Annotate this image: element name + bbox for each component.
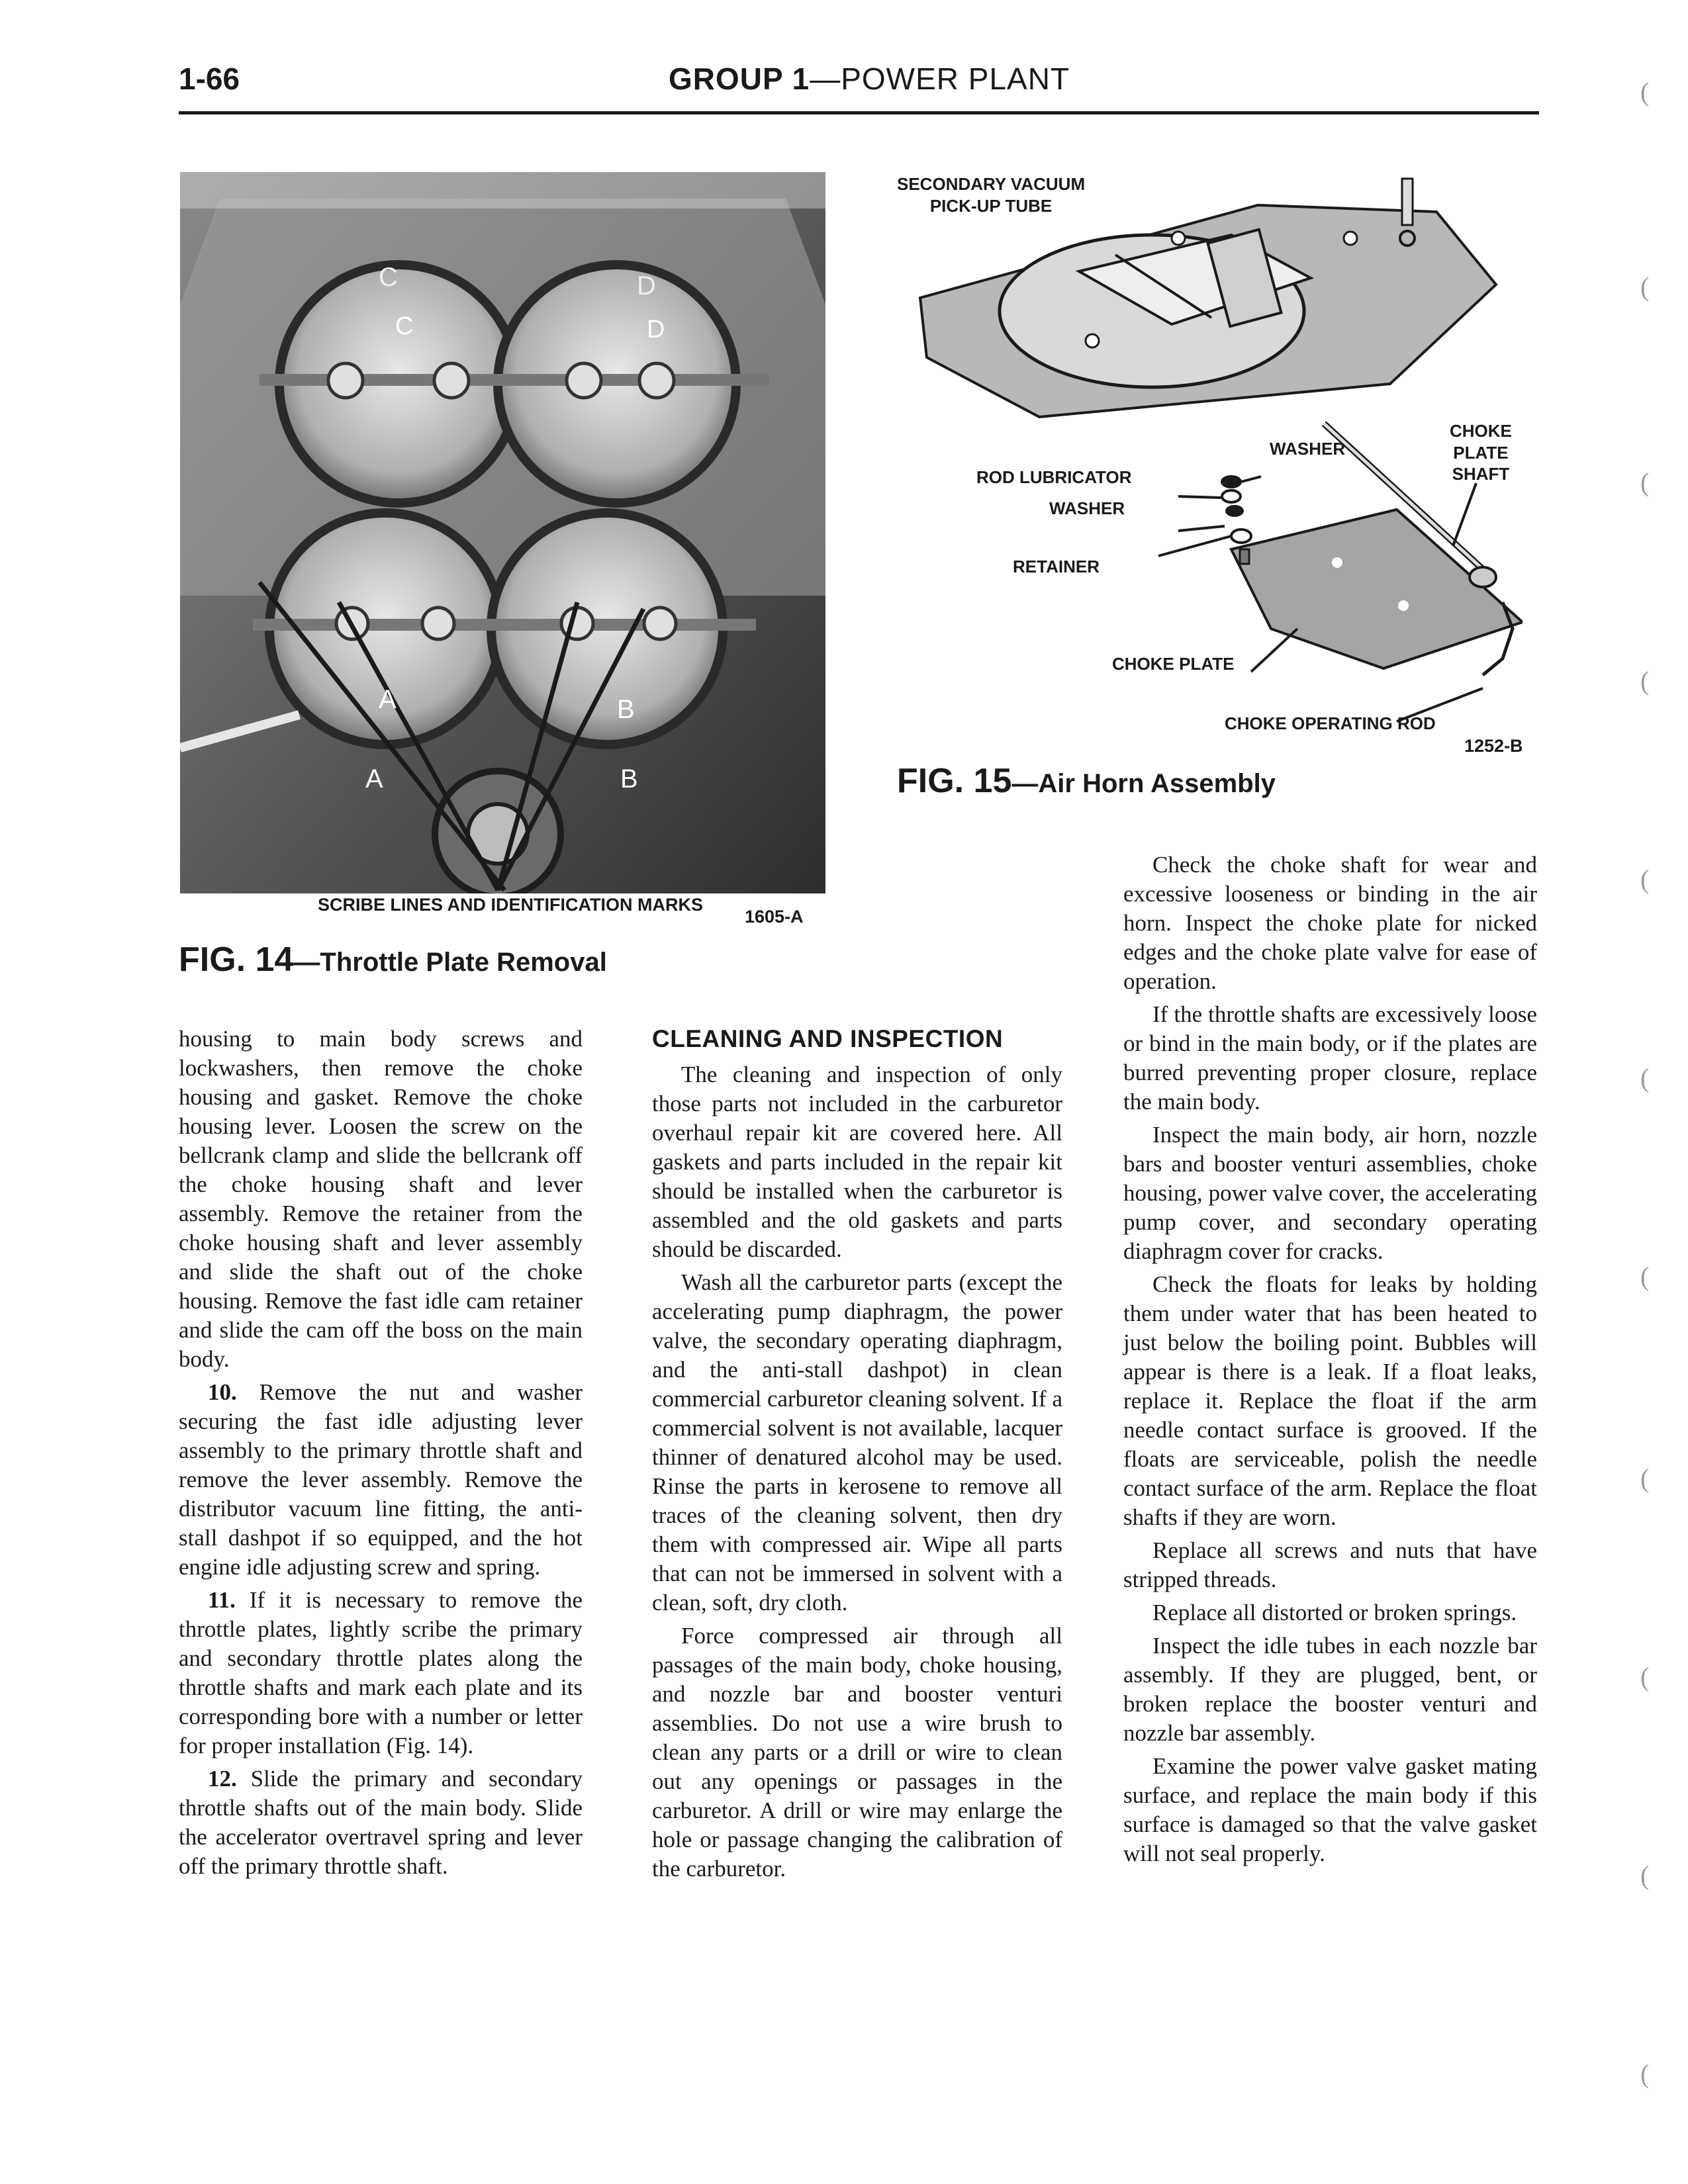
step-12-number: 12. <box>208 1766 237 1792</box>
photo-letter-a-lower: A <box>365 764 383 794</box>
photo-letter-b: B <box>617 695 635 724</box>
figure14-code: 1605-A <box>745 907 804 927</box>
step-12-text: Slide the primary and secondary throttle shafts out of the main body. Slide the accelerator overtravel spring and lever off the primary throttle shaft. <box>179 1766 583 1879</box>
middle-paragraph-2: Wash all the carburetor parts (except the accelerating pump diaphragm, the power valve, the secondary operating diaphragm, and the anti-stall dashpot) in clean commercial carburetor cleaning solvent. If a commercial solvent is not available, lacquer thinner of denatured alcohol may be used. Rinse the parts in kerosene to remove all traces of the cleaning solvent, then dry them with compressed air. Wipe all parts that can not be immersed in solvent with a clean, soft, dry cloth. <box>652 1269 1062 1615</box>
header-rule <box>179 111 1539 114</box>
callout-shaft: SHAFT <box>1452 464 1510 484</box>
callout-pickup-tube: PICK-UP TUBE <box>929 195 1053 216</box>
photo-letter-c: C <box>395 312 414 340</box>
step-11 <box>179 1586 583 1760</box>
photo-letter-a: A <box>379 685 397 714</box>
right-paragraph-4: Check the floats for leaks by holding them under water that has been heated to just below the boiling point. Bubbles will appear is there is a leak. If a float leaks, replace it. Replace the float if the arm needle contact surface is grooved. If the floats are serviceable, polish the needle contact surface of the arm. Replace the float shafts if they are worn. <box>1123 1271 1537 1530</box>
left-text-column <box>179 1024 583 1885</box>
right-paragraph-8: Examine the power valve gasket mating surface, and replace the main body if this surface is damaged so that the valve gasket will not seal properly. <box>1123 1753 1537 1866</box>
binding-mark: ( <box>1640 77 1650 107</box>
callout-retainer: RETAINER <box>1013 557 1100 576</box>
callout-choke-operating-rod: CHOKE OPERATING ROD <box>1225 713 1436 733</box>
figure14-caption <box>179 940 607 979</box>
step-10 <box>179 1378 583 1582</box>
running-head <box>669 61 1070 97</box>
figure15-caption <box>897 761 1276 801</box>
binding-mark: ( <box>1640 467 1650 497</box>
section-title: —POWER PLANT <box>810 62 1070 96</box>
binding-mark: ( <box>1640 272 1650 302</box>
photo-letter-d: D <box>647 316 665 343</box>
callout-washer-top: WASHER <box>1270 439 1346 459</box>
right-text-column <box>1123 850 1537 1872</box>
figure14-number: FIG. 14 <box>179 940 294 979</box>
callout-washer: WASHER <box>1049 498 1125 518</box>
left-paragraph-1: housing to main body screws and lockwashers, then remove the choke housing and gasket. Remove the choke housing lever. Loosen the screw on the bellcrank clamp and slide the bellcrank off the choke housing shaft and lever assembly. Remove the retainer from the choke housing shaft and lever assembly and slide the shaft out of the choke housing. Remove the fast idle cam retainer and slide the cam off the boss on the main body. <box>179 1026 583 1372</box>
right-paragraph-7: Inspect the idle tubes in each nozzle bar assembly. If they are plugged, bent, or broken replace the booster venturi and nozzle bar assembly. <box>1123 1633 1537 1746</box>
figure15-number: FIG. 15 <box>897 762 1012 800</box>
page-number: 1-66 <box>179 62 240 96</box>
callout-plate: PLATE <box>1453 442 1509 463</box>
binding-mark: ( <box>1640 1063 1650 1093</box>
throttle-plate-photo <box>180 172 825 893</box>
figure15-code: 1252-B <box>1464 736 1523 756</box>
figure15-caption-text: —Air Horn Assembly <box>1011 769 1276 798</box>
step-11-number: 11. <box>208 1587 236 1613</box>
scribe-lines-label: SCRIBE LINES AND IDENTIFICATION MARKS <box>318 895 704 915</box>
right-paragraph-2: If the throttle shafts are excessively loose or bind in the main body, or if the plates are burred preventing proper closure, replace the main body. <box>1123 1001 1537 1115</box>
callout-rod-lubricator: ROD LUBRICATOR <box>976 467 1132 487</box>
binding-mark: ( <box>1640 1261 1650 1291</box>
binding-mark: ( <box>1640 1662 1650 1692</box>
step-10-text: Remove the nut and washer securing the fast idle adjusting lever assembly to the primary throttle shaft and remove the lever assembly. Remove the distributor vacuum line fitting, the anti-stall dashpot if so equipped, and the hot engine idle adjusting screw and spring. <box>179 1379 583 1580</box>
callout-choke: CHOKE <box>1450 421 1512 441</box>
step-10-number: 10. <box>208 1379 237 1405</box>
binding-mark: ( <box>1640 864 1650 894</box>
binding-mark: ( <box>1640 666 1650 696</box>
photo-letter-c-upper: C <box>379 263 398 292</box>
section-heading: CLEANING AND INSPECTION <box>652 1025 1004 1052</box>
binding-mark: ( <box>1640 1860 1650 1890</box>
middle-paragraph-1: The cleaning and inspection of only those parts not included in the carburetor overhaul repair kit are covered here. All gaskets and parts included in the repair kit should be installed when the carburetor is assembled and the old gaskets and parts should be discarded. <box>652 1062 1062 1262</box>
photo-letter-b-lower: B <box>620 764 638 794</box>
callout-choke-plate-shaft <box>1450 420 1512 485</box>
step-11-text: If it is necessary to remove the throttle plates, lightly scribe the primary and secondary throttle plates along the throttle shafts and mark each plate and its corresponding bore with a number or letter for proper installation (Fig. 14). <box>179 1587 583 1758</box>
group-label: GROUP 1 <box>669 62 810 96</box>
step-12 <box>179 1764 583 1881</box>
photo-letter-d-upper: D <box>637 271 656 300</box>
right-paragraph-1: Check the choke shaft for wear and excessive looseness or binding in the air horn. Inspect the choke plate for nicked edges and the choke plate valve for ease of operation. <box>1123 852 1537 994</box>
callout-secondary-vacuum <box>897 173 1085 216</box>
callout-secondary-vacuum-line1: SECONDARY VACUUM <box>897 174 1086 194</box>
carburetor-base-illustration <box>180 172 825 893</box>
callout-choke-plate: CHOKE PLATE <box>1112 654 1235 674</box>
figure14-caption-text: —Throttle Plate Removal <box>293 948 607 977</box>
right-paragraph-6: Replace all distorted or broken springs. <box>1152 1600 1517 1625</box>
right-paragraph-5: Replace all screws and nuts that have stripped threads. <box>1123 1537 1537 1592</box>
middle-text-column <box>652 1024 1062 1888</box>
middle-paragraph-3: Force compressed air through all passages of the main body, choke housing, and nozzle bar and booster venturi assemblies. Do not use a wire brush to clean any parts or a drill or wire to clean out any openings or passages in the carburetor. A drill or wire may enlarge the hole or passage changing the calibration of the carburetor. <box>652 1623 1062 1882</box>
binding-mark: ( <box>1640 1463 1650 1493</box>
binding-mark: ( <box>1640 2059 1650 2089</box>
right-paragraph-3: Inspect the main body, air horn, nozzle bars and booster venturi assemblies, choke housing, power valve cover, the accelerating pump cover, and secondary operating diaphragm cover for cracks. <box>1123 1122 1537 1264</box>
